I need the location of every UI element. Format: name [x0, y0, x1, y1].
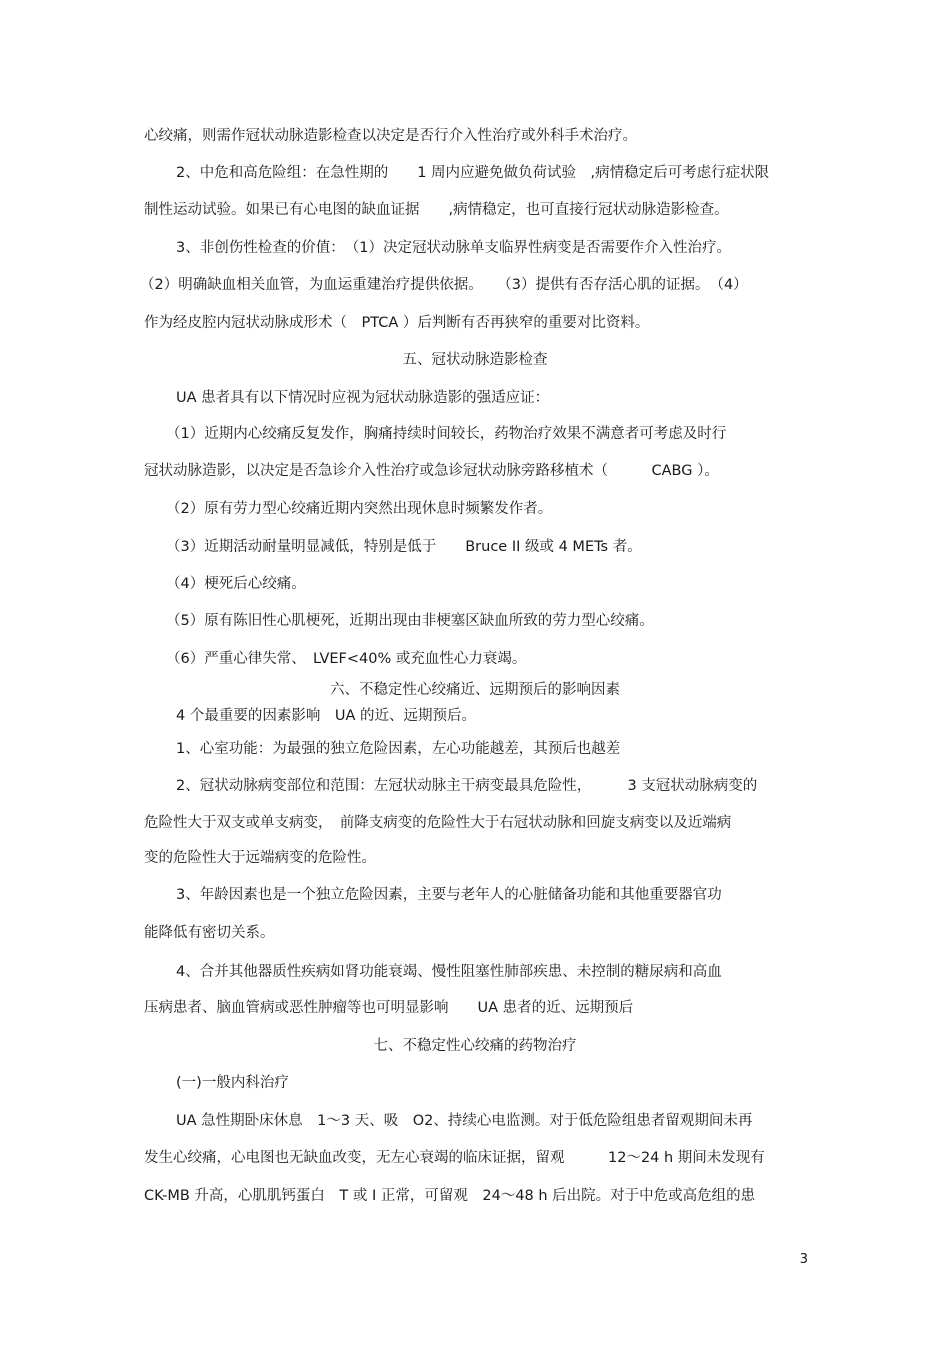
text-line: （5）原有陈旧性心肌梗死，近期出现由非梗塞区缺血所致的劳力型心绞痛。 — [166, 613, 654, 629]
text-line: （6）严重心律失常、 LVEF<40% 或充血性心力衰竭。 — [166, 651, 527, 667]
text-line: （4）梗死后心绞痛。 — [166, 576, 306, 592]
text-line: 4、合并其他器质性疾病如肾功能衰竭、慢性阻塞性肺部疾患、未控制的糖尿病和高血 — [176, 964, 722, 980]
text-line: 压病患者、脑血管病或恶性肿瘤等也可明显影响 UA 患者的近、远期预后 — [144, 1000, 634, 1016]
text-line: 3、年龄因素也是一个独立危险因素，主要与老年人的心脏储备功能和其他重要器官功 — [176, 887, 722, 903]
text-line: （1）近期内心绞痛反复发作，胸痛持续时间较长，药物治疗效果不满意者可考虑及时行 — [166, 426, 727, 442]
text-line: 发生心绞痛，心电图也无缺血改变，无左心衰竭的临床证据，留观 12～24 h 期间未发现有 — [144, 1150, 765, 1166]
text-line: 2、中危和高危险组：在急性期的 1 周内应避免做负荷试验 ,病情稳定后可考虑行症状限 — [176, 165, 770, 181]
text-line: 3、非创伤性检查的价值： （1）决定冠状动脉单支临界性病变是否需要作介入性治疗。 — [176, 240, 731, 256]
text-line: 1、心室功能：为最强的独立危险因素，左心功能越差，其预后也越差 — [176, 741, 621, 757]
text-line: UA 急性期卧床休息 1～3 天、吸 O2、持续心电监测。对于低危险组患者留观期间未再 — [176, 1113, 753, 1129]
subsection-heading: (一)一般内科治疗 — [176, 1075, 289, 1091]
text-line: （2）原有劳力型心绞痛近期内突然出现休息时频繁发作者。 — [166, 501, 553, 517]
text-line: 作为经皮腔内冠状动脉成形术（ PTCA ）后判断有否再狭窄的重要对比资料。 — [144, 315, 650, 331]
text-line: 冠状动脉造影，以决定是否急诊介入性治疗或急诊冠状动脉旁路移植术（ CABG ）。 — [144, 463, 719, 479]
section-heading: 五、冠状动脉造影检查 — [402, 352, 548, 368]
text-line: 制性运动试验。如果已有心电图的缺血证据 ,病情稳定，也可直接行冠状动脉造影检查。 — [144, 202, 729, 218]
text-line: UA 患者具有以下情况时应视为冠状动脉造影的强适应证： — [176, 390, 550, 406]
text-line: CK-MB 升高，心肌肌钙蛋白 T 或 I 正常，可留观 24～48 h 后出院。对于中危或高危组的患 — [144, 1188, 756, 1204]
text-line: 危险性大于双支或单支病变， 前降支病变的危险性大于右冠状动脉和回旋支病变以及近端病 — [144, 815, 732, 831]
text-line: 心绞痛，则需作冠状动脉造影检查以决定是否行介入性治疗或外科手术治疗。 — [144, 128, 637, 144]
text-line: 变的危险性大于远端病变的危险性。 — [144, 850, 376, 866]
text-line: （2）明确缺血相关血管，为血运重建治疗提供依据。 （3）提供有否存活心肌的证据。 （4） — [140, 277, 748, 293]
text-line: 2、冠状动脉病变部位和范围：左冠状动脉主干病变最具危险性， 3 支冠状动脉病变的 — [176, 778, 758, 794]
text-line: （3）近期活动耐量明显减低，特别是低于 Bruce II 级或 4 METs 者。 — [166, 539, 642, 555]
text-line: 4 个最重要的因素影响 UA 的近、远期预后。 — [176, 708, 476, 724]
section-heading: 七、不稳定性心绞痛的药物治疗 — [373, 1038, 577, 1054]
text-line: 能降低有密切关系。 — [144, 925, 275, 941]
section-heading: 六、不稳定性心绞痛近、远期预后的影响因素 — [330, 682, 620, 698]
page-number: 3 — [799, 1252, 808, 1267]
